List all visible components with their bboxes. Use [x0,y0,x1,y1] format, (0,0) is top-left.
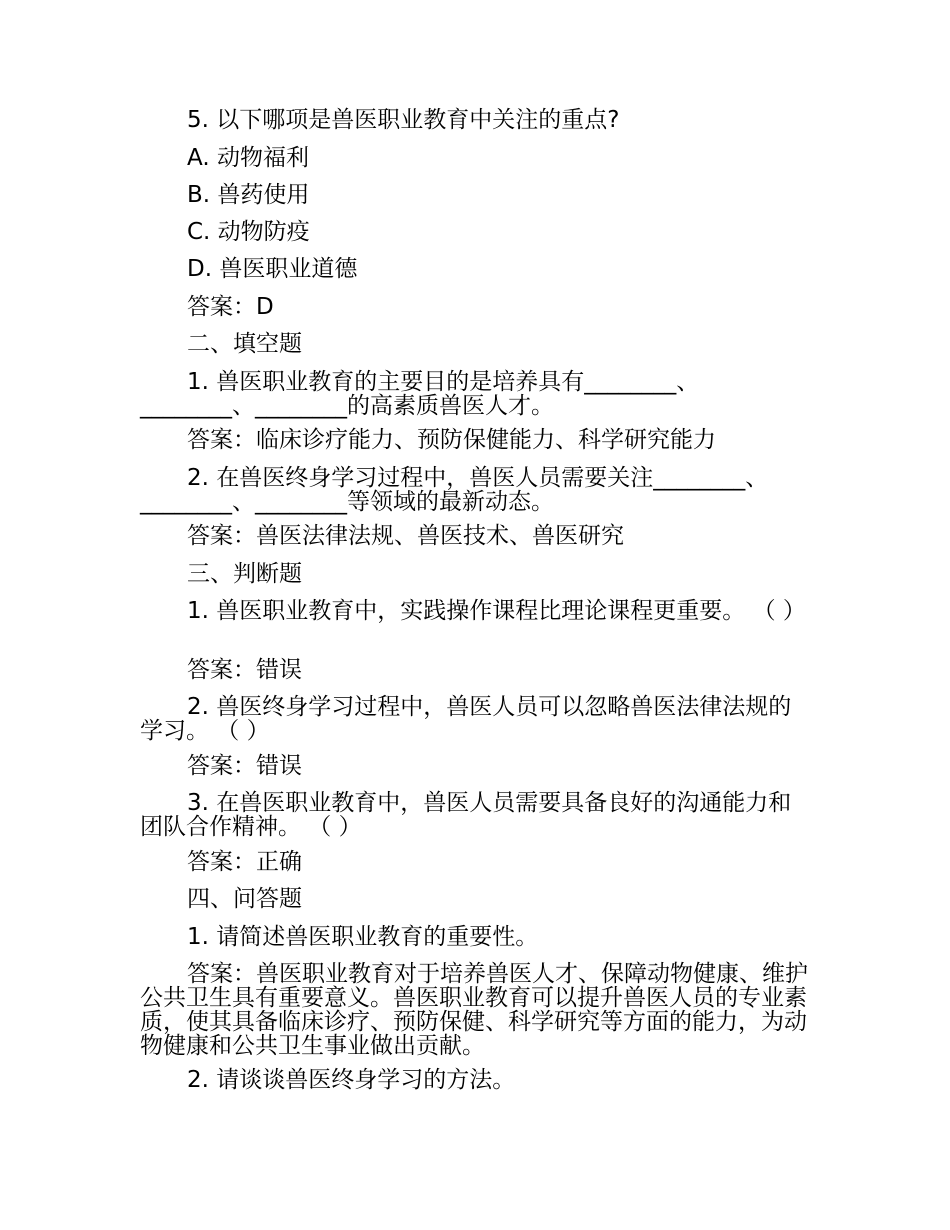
section-heading-true-false: 三、判断题 [187,561,302,587]
fill-blank-question-2: 2. 在兽医终身学习过程中，兽医人员需要关注________、________、________等领域的最新动态。 [140,465,769,515]
true-false-question-1: 1. 兽医职业教育中，实践操作课程比理论课程更重要。 （ ） [187,598,806,624]
true-false-question-2: 2. 兽医终身学习过程中，兽医人员可以忽略兽医法律法规的学习。 （ ） [140,694,792,744]
qa-answer-1: 答案：兽医职业教育对于培养兽医人才、保障动物健康、维护公共卫生具有重要意义。兽医职业教育可以提升兽医人员的专业素质，使其具备临床诊疗、预防保健、科学研究等方面的能力，为动物健康和公共卫生事业做出贡献。 [140,961,808,1059]
true-false-answer-2: 答案：错误 [187,753,302,779]
fill-blank-question-1: 1. 兽医职业教育的主要目的是培养具有________、________、________的高素质兽医人才。 [140,369,700,419]
qa-question-2: 2. 请谈谈兽医终身学习的方法。 [187,1067,516,1093]
question-5: 5. 以下哪项是兽医职业教育中关注的重点? [187,107,620,133]
fill-blank-answer-1: 答案：临床诊疗能力、预防保健能力、科学研究能力 [187,427,716,453]
true-false-answer-3: 答案：正确 [187,849,302,875]
answer-q5: 答案：D [187,294,274,320]
true-false-question-3: 3. 在兽医职业教育中，兽医人员需要具备良好的沟通能力和团队合作精神。 （ ） [140,790,792,840]
qa-question-1: 1. 请简述兽医职业教育的重要性。 [187,924,539,950]
option-a: A. 动物福利 [187,145,309,171]
fill-blank-answer-2: 答案：兽医法律法规、兽医技术、兽医研究 [187,523,624,549]
option-d: D. 兽医职业道德 [187,256,358,282]
option-b: B. 兽药使用 [187,182,310,208]
true-false-answer-1: 答案：错误 [187,657,302,683]
option-c: C. 动物防疫 [187,219,310,245]
section-heading-qa: 四、问答题 [187,886,302,912]
section-heading-fill-blank: 二、填空题 [187,331,302,357]
